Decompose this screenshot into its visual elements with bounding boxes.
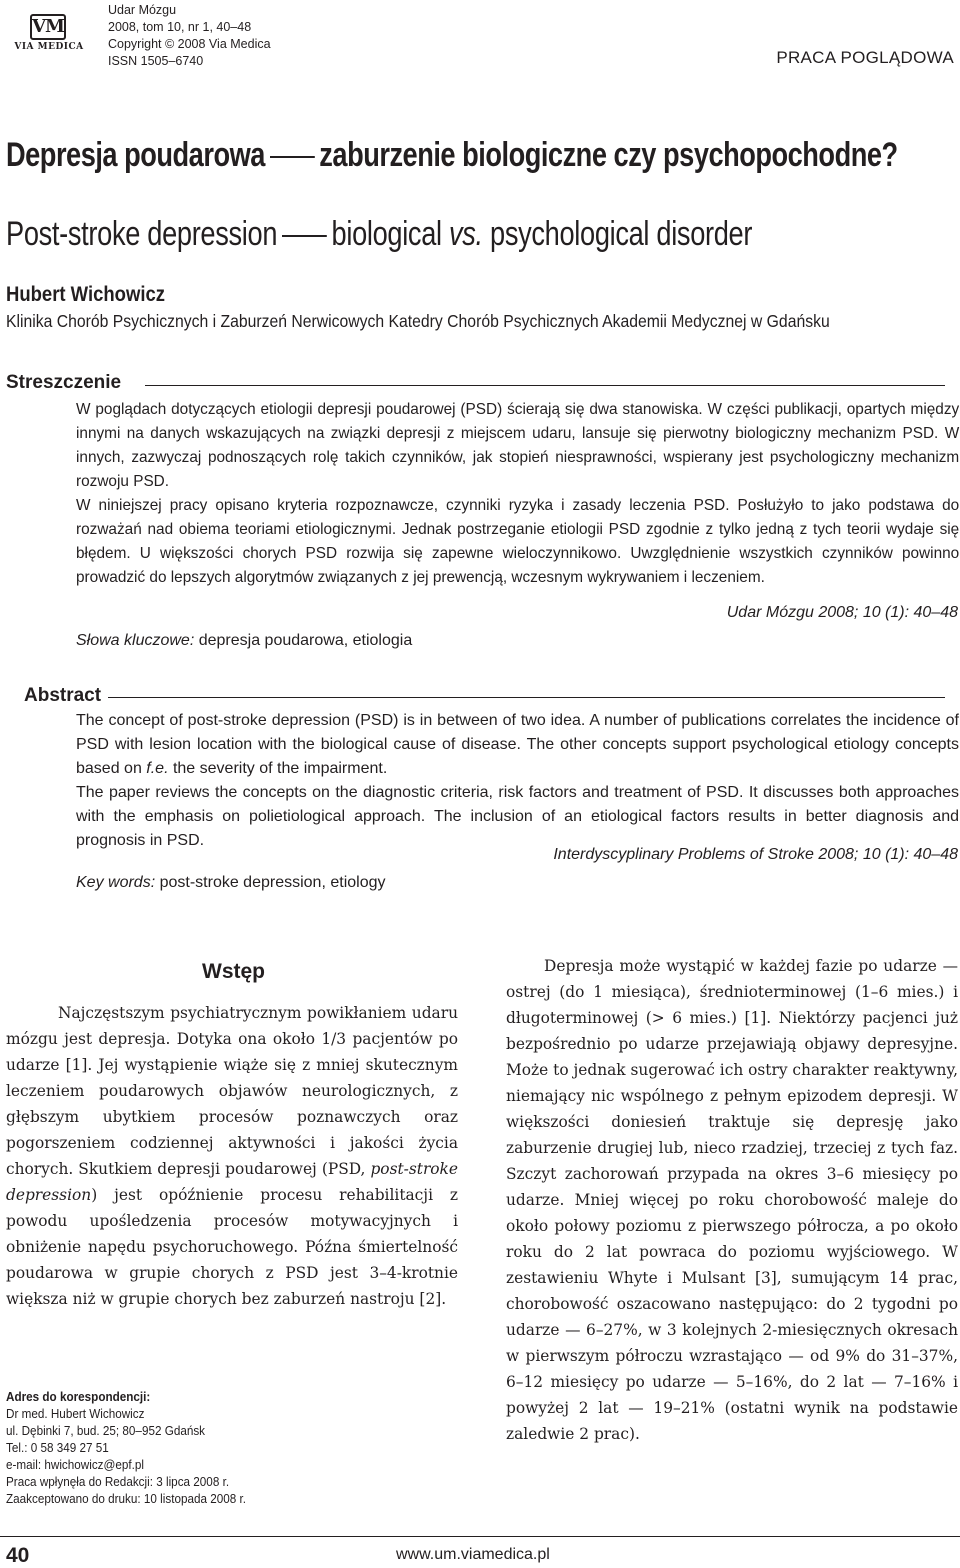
keywords-label: Key words: [76,874,156,891]
keywords-label: Słowa kluczowe: [76,632,195,649]
journal-volume: 2008, tom 10, nr 1, 40–48 [108,20,252,34]
journal-info [108,2,271,70]
title-part1: Depresja poudarowa [6,136,265,174]
body-text: ) jest opóźnienie procesu rehabilitacji z powodu upośledzenia procesów motywacyjnych i obniżenie napędu psychoruchowego. Późna śmiertelność poudarowa w grupie chorych z PSD jest 3–4-krotnie większa niż w grupie chorych bez zaburzeń nastroju [2]. [6,1186,458,1308]
keywords-value: post-stroke depression, etiology [159,874,386,891]
body-italic: post-stroke depression [6,1160,458,1204]
abstract-paragraph [76,709,959,781]
article-subtitle [6,215,752,254]
article-type: PRACA POGLĄDOWA [776,48,954,67]
journal-copyright: Copyright © 2008 Via Medica [108,37,271,51]
correspondence-phone: Tel.: 0 58 349 27 51 [6,1440,109,1455]
body-paragraph [6,1000,458,1312]
author-name: Hubert Wichowicz [6,283,165,306]
website-link[interactable]: www.um.viamedica.pl [396,1546,550,1563]
section-heading: Wstęp [202,960,265,983]
journal-name: Udar Mózgu [108,3,177,17]
section-rule [108,697,945,698]
article-title [6,136,898,175]
subtitle-vs: vs. [448,215,483,253]
abstract-italic: f.e. [146,760,169,777]
correspondence-email[interactable]: e-mail: hwichowicz@epf.pl [6,1457,145,1472]
title-part2: zaburzenie biologiczne czy psychopochodne? [319,136,898,174]
em-dash [270,156,315,158]
body-paragraph: Depresja może wystąpić w każdej fazie po udarze — ostrej (do 1 miesiąca), średnioterminowej (1–6 mies.) i długoterminowej (> 6 mies.) [1]. Niektórzy pacjenci już bezpośrednio po udarze przejawiają objawy depresyjne. Może to jednak sugerować ich ostry charakter reaktywny, niemający nic wspólnego z pełnym epizodem depresji. W większości doniesień traktuje się depresję jako zaburzenie drugiej lub, nieco rzadziej, trzeciej z tych faz. Szczyt zachorowań przypada na okres 3–6 miesięcy po udarze. Mniej więcej po roku chorobowość maleje do około połowy poziomu z pierwszego półrocza, a po około roku do 2 lat powraca do poziomu wyjściowego. W zestawieniu Whyte i Mulsant [3], sumującym 14 prac, chorobowość oszacowano następująco: do 2 tygodni po udarze — 6–27%, w 3 kolejnych 2-miesięcznych okresach w pierwszym półroczu wzrastająco — od 9% do 31–37%, 6–12 miesięcy po udarze — 5–16%, do 2 lat — 7–16% i powyżej 2 lat — 19–21% (ostatni wynik na podstawie zaledwie 2 prac). [506,957,958,1443]
author-affiliation: Klinika Chorób Psychicznych i Zaburzeń Nerwicowych Katedry Chorób Psychicznych Akademii Medycznej w Gdańsku [6,311,830,331]
logo-mark: VM [30,14,66,40]
abstract-text: the severity of the impairment. [168,760,388,777]
journal-issn: ISSN 1505–6740 [108,54,204,68]
streszczenie-body [76,398,959,590]
keywords-pl [76,632,412,650]
accepted-date: Zaakceptowano do druku: 10 listopada 2008 r. [6,1491,247,1506]
streszczenie-heading: Streszczenie [6,372,122,393]
streszczenie-paragraph: W poglądach dotyczących etiologii depresji poudarowej (PSD) ścierają się dwa stanowiska. W części publikacji, opartych między innymi na danych wskazujących na związki depresji z miejscem udaru, lansuje się pierwotny biologiczny mechanizm PSD. W innych, zazwyczaj podnoszących rolę takich czynników, jak stopień niesprawności, wspierany jest psychologiczny mechanizm rozwoju PSD. [76,401,960,490]
correspondence-address: ul. Dębinki 7, bud. 25; 80–952 Gdańsk [6,1423,206,1438]
keywords-value: depresja poudarowa, etiologia [198,632,413,649]
streszczenie-citation: Udar Mózgu 2008; 10 (1): 40–48 [726,604,958,621]
subtitle-part1: Post-stroke depression [6,215,278,253]
correspondence-name: Dr med. Hubert Wichowicz [6,1406,145,1421]
abstract-citation: Interdyscyplinary Problems of Stroke 2008; 10 (1): 40–48 [553,846,958,863]
correspondence-block [6,1388,246,1507]
logo-text: VIA MEDICA [14,42,84,52]
streszczenie-paragraph: W niniejszej pracy opisano kryteria rozpoznawcze, czynniki ryzyka i zasady leczenia PSD. Posłużyło to jako podstawa do rozważań nad obiema teoriami etiologicznymi. Jednak postrzeganie etiologii PSD zgodnie z tylko jedną z tych teorii wydaje się błędem. U większości chorych PSD rozwija się zapewne wieloczynnikowo. Uwzględnienie wszystkich czynników powinno prowadzić do lepszych algorytmów związanych z jej prewencją, wczesnym wykrywaniem i leczeniem. [76,497,960,586]
subtitle-part2: biological [331,215,442,253]
left-column [6,1000,458,1312]
received-date: Praca wpłynęła do Redakcji: 3 lipca 2008 r. [6,1474,230,1489]
right-column [506,953,958,1447]
keywords-en [76,874,386,892]
page-number: 40 [6,1544,30,1567]
subtitle-part3: psychological disorder [490,215,753,253]
abstract-text: The concept of post-stroke depression (PSD) is in between of two idea. A number of publications correlates the incidence of PSD with lesion location with the biological cause of disease. The other concepts support psychological etiology concepts based on [76,712,959,777]
publisher-logo [8,14,88,54]
em-dash [282,235,327,237]
correspondence-label: Adres do korespondencji: [6,1389,151,1404]
footer-rule [0,1536,960,1537]
section-rule [145,385,945,386]
abstract-heading: Abstract [24,685,102,706]
abstract-paragraph: The paper reviews the concepts on the diagnostic criteria, risk factors and treatment of PSD. It discusses both approaches with the emphasis on polietiological approach. The inclusion of an etiological factors results in better diagnosis and prognosis in PSD. [76,784,959,849]
abstract-body [76,709,959,853]
body-text: Najczęstszym psychiatrycznym powikłaniem udaru mózgu jest depresja. Dotyka ona około 1/3 pacjentów po udarze [1]. Jej wystąpienie wiąże się z mniej skutecznym leczeniem poudarowych objawów neurologicznych, z głębszym ubytkiem procesów poznawczych oraz pogorszeniem codziennej aktywności i jakości życia chorych. Skutkiem depresji poudarowej (PSD, [6,1004,458,1178]
